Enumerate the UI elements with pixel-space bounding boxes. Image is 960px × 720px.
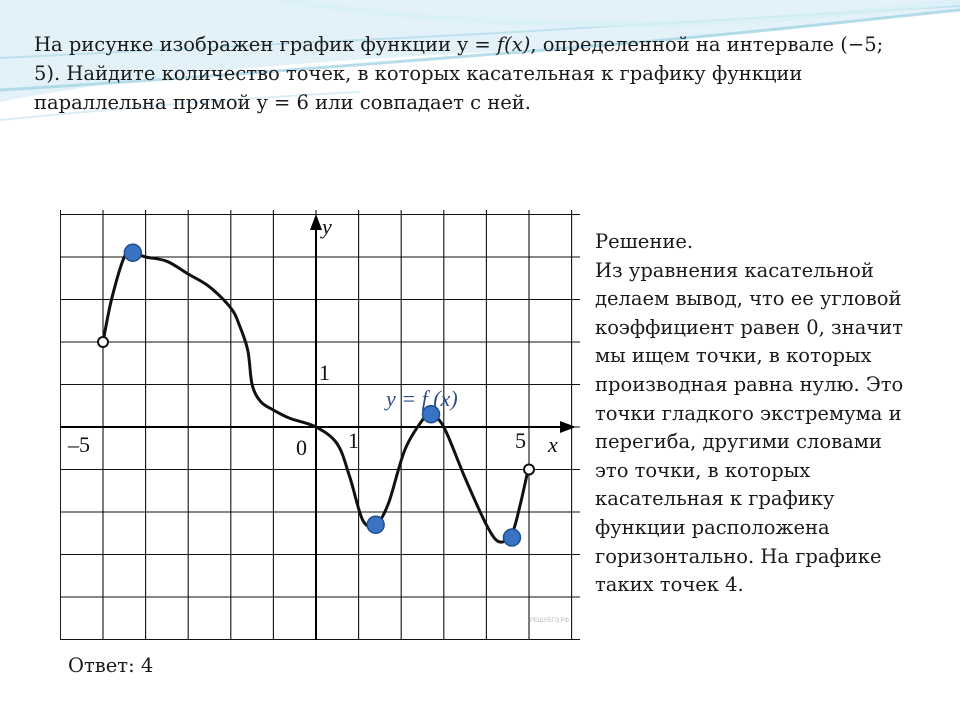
- solution-block: [595, 228, 915, 600]
- problem-function-notation: f(x): [496, 33, 531, 56]
- answer-text: Ответ: 4: [68, 654, 154, 677]
- problem-text: [34, 30, 914, 117]
- x-axis-arrow: [560, 421, 576, 433]
- curve-label: y = f (x): [386, 386, 458, 411]
- tangent-point-marker: [124, 244, 141, 261]
- function-graph: [60, 210, 580, 640]
- graph-grid: [60, 210, 580, 640]
- tick-label-y1: 1: [319, 360, 330, 385]
- solution-text: Из уравнения касательной делаем вывод, что ее угловой коэффициент равен 0, значит мы ищем точки, в которых производная равна нулю. Это точки гладкого экстремума и перегиба, другими словами это точки, в которых касательная к графику функции расположена горизонтально. На графике таких точек 4.: [595, 258, 904, 597]
- x-axis-label: x: [548, 432, 558, 457]
- tangent-point-marker: [367, 516, 384, 533]
- tangent-point-marker: [503, 529, 520, 546]
- open-endpoint-circle: [98, 337, 108, 347]
- y-axis-label: y: [322, 214, 332, 239]
- open-endpoint-circle: [524, 465, 534, 475]
- y-axis-arrow: [310, 214, 322, 230]
- tangent-points: [124, 244, 520, 546]
- tick-label-x1: 1: [348, 428, 359, 453]
- tick-label-5: 5: [515, 428, 526, 453]
- tick-label-zero: 0: [296, 435, 307, 460]
- tick-label-minus5: –5: [68, 432, 90, 457]
- solution-heading: Решение.: [595, 230, 694, 253]
- watermark: РЕШУЕГЭ.РФ: [530, 618, 570, 624]
- problem-text-rest: , определенной на интервале (−5; 5). Найдите количество точек, в которых касательная к графику функции параллельна прямой y = 6 или совпадает с ней.: [34, 33, 884, 114]
- problem-text-intro: На рисунке изображен график функции y =: [34, 33, 497, 56]
